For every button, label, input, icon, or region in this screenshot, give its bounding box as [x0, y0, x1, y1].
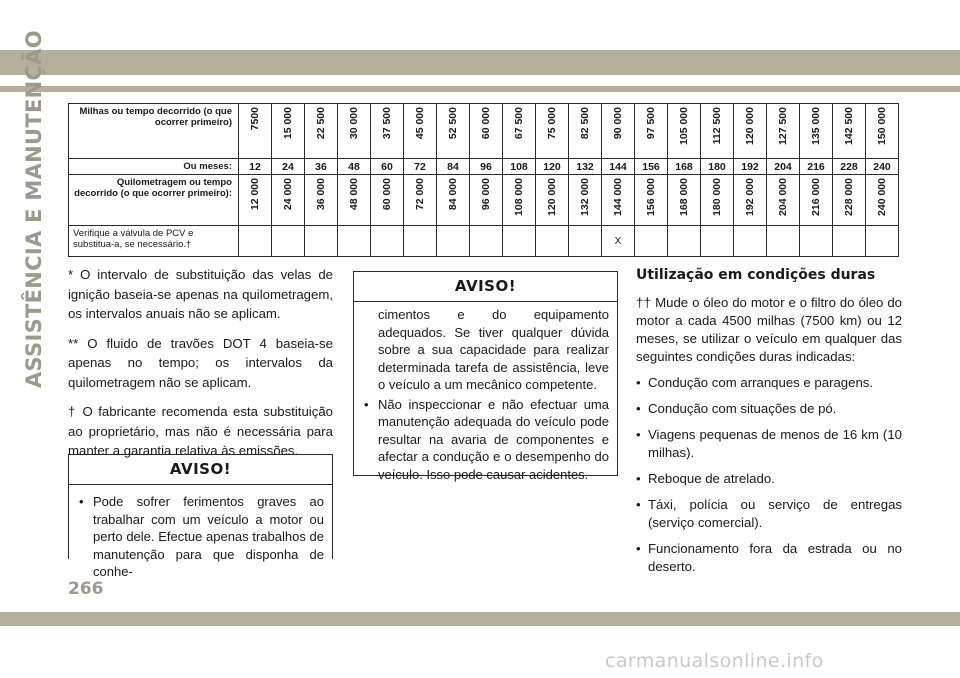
- km-value: 180 000: [711, 178, 723, 216]
- task-mark-cell: [503, 226, 536, 257]
- task-mark-cell: [437, 226, 470, 257]
- miles-value: 30 000: [348, 107, 360, 140]
- months-row: [69, 159, 899, 175]
- km-value: 204 000: [777, 178, 789, 216]
- task-mark-cell: [305, 226, 338, 257]
- km-value: 240 000: [876, 178, 888, 216]
- km-value: 168 000: [678, 178, 690, 216]
- maintenance-schedule-table: [68, 103, 899, 257]
- miles-cell: [701, 104, 734, 159]
- miles-cell: [470, 104, 503, 159]
- miles-value: 127 500: [777, 107, 789, 145]
- section-side-title: ASSISTÊNCIA E MANUTENÇÃO: [22, 30, 46, 388]
- note-manufacturer: † O fabricante recomenda esta substituição ao proprietário, mas não é necessária para manter a garantia relativa às emissões.: [68, 404, 333, 458]
- km-value: 108 000: [513, 178, 525, 216]
- km-cell: [734, 175, 767, 226]
- task-mark-cell: [470, 226, 503, 257]
- months-cell: 12: [239, 159, 272, 175]
- severe-condition-item: • Condução com situações de pó.: [636, 401, 837, 416]
- months-cell: 240: [866, 159, 899, 175]
- miles-cell: [734, 104, 767, 159]
- km-cell: [239, 175, 272, 226]
- miles-cell: [833, 104, 866, 159]
- miles-value: 22 500: [315, 107, 327, 140]
- km-value: 84 000: [447, 178, 459, 211]
- km-cell: [569, 175, 602, 226]
- miles-cell: [635, 104, 668, 159]
- bullet-icon: •: [636, 541, 641, 556]
- bullet-icon: •: [636, 471, 641, 486]
- months-cell: 204: [767, 159, 800, 175]
- miles-cell: [800, 104, 833, 159]
- miles-value: 97 500: [645, 107, 657, 140]
- severe-conditions-list: [636, 374, 902, 576]
- miles-cell: [338, 104, 371, 159]
- km-cell: [503, 175, 536, 226]
- months-cell: 84: [437, 159, 470, 175]
- miles-value: 75 000: [546, 107, 558, 140]
- miles-cell: [272, 104, 305, 159]
- miles-cell: [305, 104, 338, 159]
- months-cell: 180: [701, 159, 734, 175]
- footnotes: [68, 265, 333, 471]
- miles-cell: [239, 104, 272, 159]
- months-cell: 48: [338, 159, 371, 175]
- miles-value: 150 000: [876, 107, 888, 145]
- task-mark-cell: [272, 226, 305, 257]
- task-mark-cell: [536, 226, 569, 257]
- km-value: 156 000: [645, 178, 657, 216]
- months-cell: 144: [602, 159, 635, 175]
- miles-value: 67 500: [513, 107, 525, 140]
- km-value: 120 000: [546, 178, 558, 216]
- months-cell: 108: [503, 159, 536, 175]
- miles-value: 112 500: [711, 107, 723, 145]
- severe-condition-item: • Reboque de atrelado.: [636, 471, 775, 486]
- months-cell: 156: [635, 159, 668, 175]
- km-value: 36 000: [315, 178, 327, 211]
- km-cell: [272, 175, 305, 226]
- warning-continued-text: cimentos e do equipamento adequados. Se tiver qualquer dúvida sobre a sua capacidade para realizar determinada tarefa de assistência, leve o veículo a um mecânico competente.: [378, 307, 609, 392]
- task-mark-cell: [239, 226, 272, 257]
- severe-condition-item: • Condução com arranques e paragens.: [636, 375, 874, 390]
- months-cell: 192: [734, 159, 767, 175]
- km-value: 228 000: [843, 178, 855, 216]
- task-mark-cell: [833, 226, 866, 257]
- km-row: [69, 175, 899, 226]
- km-value: 24 000: [282, 178, 294, 211]
- miles-value: 120 000: [744, 107, 756, 145]
- months-cell: 36: [305, 159, 338, 175]
- footer-band: [0, 612, 960, 626]
- task-mark-cell: [800, 226, 833, 257]
- km-value: 96 000: [480, 178, 492, 211]
- km-cell: [602, 175, 635, 226]
- months-cell: 216: [800, 159, 833, 175]
- task-mark-cell: [701, 226, 734, 257]
- warning-bullet: • Não inspeccionar e não efectuar uma manutenção adequada do veículo pode resultar na avaria de componentes e afectar a condução e o desempenho do veículo. Isso pode causar acidentes.: [364, 396, 609, 482]
- miles-value: 142 500: [843, 107, 855, 145]
- task-mark-cell: [569, 226, 602, 257]
- warning-bullet: • Pode sofrer ferimentos graves ao trabalhar com um veículo a motor ou perto dele. Efectue apenas trabalhos de manutenção para que disponha de conhe-: [79, 494, 324, 579]
- task-mark-cell: [371, 226, 404, 257]
- warning-box-1: [68, 454, 333, 579]
- months-label: Ou meses:: [69, 159, 239, 175]
- km-label: Quilometragem ou tempo decorrido (o que ocorrer primeiro):: [69, 175, 239, 226]
- km-value: 72 000: [414, 178, 426, 211]
- months-cell: 228: [833, 159, 866, 175]
- miles-cell: [668, 104, 701, 159]
- km-value: 132 000: [579, 178, 591, 216]
- km-cell: [833, 175, 866, 226]
- km-cell: [338, 175, 371, 226]
- km-value: 144 000: [612, 178, 624, 216]
- header-rule: [0, 86, 960, 92]
- km-cell: [866, 175, 899, 226]
- miles-cell: [404, 104, 437, 159]
- km-cell: [404, 175, 437, 226]
- km-value: 48 000: [348, 178, 360, 211]
- bullet-icon: •: [79, 494, 84, 509]
- km-cell: [437, 175, 470, 226]
- km-cell: [305, 175, 338, 226]
- km-value: 12 000: [249, 178, 261, 211]
- km-cell: [371, 175, 404, 226]
- miles-value: 105 000: [678, 107, 690, 145]
- miles-value: 7500: [249, 107, 261, 131]
- miles-cell: [866, 104, 899, 159]
- months-cell: 60: [371, 159, 404, 175]
- km-cell: [701, 175, 734, 226]
- severe-conditions-title: Utilização em condições duras: [636, 267, 876, 283]
- miles-value: 135 000: [810, 107, 822, 145]
- miles-value: 37 500: [381, 107, 393, 140]
- severe-condition-item: • Viagens pequenas de menos de 16 km (10 milhas).: [636, 427, 902, 460]
- months-cell: 24: [272, 159, 305, 175]
- miles-cell: [536, 104, 569, 159]
- warning-title: AVISO!: [354, 272, 617, 302]
- km-cell: [635, 175, 668, 226]
- task-row: [69, 226, 899, 257]
- km-cell: [536, 175, 569, 226]
- miles-value: 52 500: [447, 107, 459, 140]
- months-cell: 132: [569, 159, 602, 175]
- watermark: carmanualsonline.info: [605, 650, 824, 672]
- bullet-icon: •: [364, 396, 369, 412]
- note-brake-fluid: ** O fluido de travões DOT 4 baseia-se apenas no tempo; os intervalos da quilometragem não se aplicam.: [68, 335, 333, 390]
- task-mark-cell: [866, 226, 899, 257]
- severe-conditions-intro: †† Mude o óleo do motor e o filtro do óleo do motor a cada 4500 milhas (7500 km) ou 12 meses, se utilizar o veículo em qualquer das seguintes condições duras indicadas:: [636, 295, 902, 364]
- bullet-icon: •: [636, 375, 641, 390]
- miles-cell: [503, 104, 536, 159]
- km-value: 60 000: [381, 178, 393, 211]
- severe-condition-item: • Táxi, polícia ou serviço de entregas (serviço comercial).: [636, 497, 902, 530]
- miles-cell: [602, 104, 635, 159]
- miles-cell: [569, 104, 602, 159]
- months-cell: 72: [404, 159, 437, 175]
- km-value: 216 000: [810, 178, 822, 216]
- task-mark-cell: X: [602, 226, 635, 257]
- severe-condition-item: • Funcionamento fora da estrada ou no deserto.: [636, 541, 902, 574]
- header-band: [0, 50, 960, 75]
- task-mark-cell: [635, 226, 668, 257]
- km-cell: [668, 175, 701, 226]
- bullet-icon: •: [636, 497, 641, 512]
- task-label: Verifique a válvula de PCV e substitua-a, se necessário.†: [69, 226, 239, 257]
- severe-conditions-section: [636, 266, 902, 584]
- miles-value: 82 500: [579, 107, 591, 140]
- miles-value: 45 000: [414, 107, 426, 140]
- note-spark-plugs: * O intervalo de substituição das velas de ignição baseia-se apenas na quilometragem, os intervalos anuais não se aplicam.: [68, 267, 333, 321]
- miles-row: [69, 104, 899, 159]
- km-cell: [767, 175, 800, 226]
- miles-value: 15 000: [282, 107, 294, 140]
- months-cell: 120: [536, 159, 569, 175]
- miles-value: 90 000: [612, 107, 624, 140]
- months-cell: 96: [470, 159, 503, 175]
- warning-box-2: [353, 271, 618, 482]
- task-mark-cell: [404, 226, 437, 257]
- miles-cell: [437, 104, 470, 159]
- miles-cell: [767, 104, 800, 159]
- miles-label: Milhas ou tempo decorrido (o que ocorrer primeiro): [69, 104, 239, 159]
- task-mark-cell: [767, 226, 800, 257]
- km-cell: [470, 175, 503, 226]
- months-cell: 168: [668, 159, 701, 175]
- page-number: 266: [68, 579, 104, 599]
- km-value: 192 000: [744, 178, 756, 216]
- miles-value: 60 000: [480, 107, 492, 140]
- miles-cell: [371, 104, 404, 159]
- task-mark-cell: [668, 226, 701, 257]
- km-cell: [800, 175, 833, 226]
- warning-title: AVISO!: [69, 455, 332, 485]
- task-mark-cell: [338, 226, 371, 257]
- bullet-icon: •: [636, 401, 641, 416]
- task-mark-cell: [734, 226, 767, 257]
- bullet-icon: •: [636, 427, 641, 442]
